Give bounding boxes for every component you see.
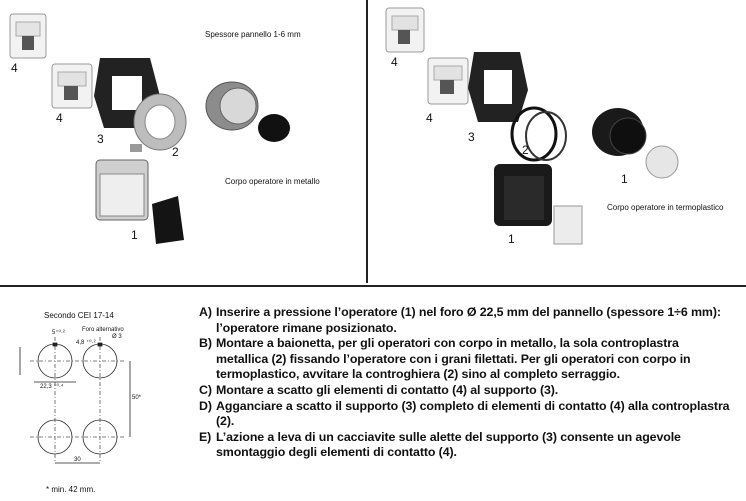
drawing-footnote: * min. 42 mm. (46, 485, 96, 494)
ring-nut (512, 108, 566, 160)
label-contact-element: 4 (426, 111, 433, 125)
instruction-key: B) (199, 336, 212, 351)
metal-assembly-panel (0, 0, 368, 283)
instruction-key: E) (199, 429, 212, 444)
dim-top-width: 5⁺⁰·² (52, 330, 65, 336)
contact-element-top (10, 14, 46, 58)
metal-operator-head (206, 82, 290, 142)
instruction-key: A) (199, 305, 212, 319)
label-support: 3 (97, 132, 104, 146)
contact-element-second (428, 58, 468, 104)
instruction-key: D) (199, 398, 212, 413)
support-frame (468, 52, 528, 122)
dim-hole-label: Foro alternativo (82, 327, 124, 333)
contact-element-top (386, 8, 424, 52)
dim-bottom: 30 (74, 457, 81, 463)
assembly-instructions (199, 305, 731, 461)
instruction-item (199, 305, 731, 336)
label-operator: 1 (508, 232, 515, 246)
panel-cutout-drawing (0, 287, 200, 501)
panel-thickness-caption: Spessore pannello 1-6 mm (205, 30, 301, 39)
instruction-item (199, 399, 731, 430)
label-operator: 1 (131, 228, 138, 242)
label-contact-element: 4 (56, 111, 63, 125)
metal-body-caption: Corpo operatore in metallo (225, 177, 320, 186)
instruction-item (199, 430, 731, 461)
dim-vertical: 50* (132, 395, 142, 401)
thermoplastic-body-caption: Corpo operatore in termoplastico (607, 203, 724, 212)
instruction-text: Montare a scatto gli elementi di contatto (4) al supporto (3). (216, 382, 559, 397)
label-contact-element: 4 (11, 61, 18, 75)
dim-hole-offset: 4,8 ⁺⁰·² (76, 340, 96, 346)
dim-center: 22,3 ⁺⁰·⁴ (40, 384, 64, 390)
label-contact-element: 4 (391, 55, 398, 69)
instruction-text: L’azione a leva di un cacciavite sulle alette del supporto (3) consente un agevole smontaggio degli elementi di contatto (4). (216, 429, 681, 460)
instruction-key: C) (199, 382, 212, 397)
instruction-text: Inserire a pressione l’operatore (1) nel foro Ø 22,5 mm del pannello (spessore 1÷6 mm): l’operatore rimane posizionato. (216, 305, 721, 335)
drawing-standard-title: Secondo CEI 17-14 (44, 311, 114, 320)
metal-assembly-illustration (0, 0, 368, 283)
dim-hole-dia: Ø 3 (112, 334, 122, 340)
label-operator: 1 (621, 172, 628, 186)
contact-element-second (52, 64, 92, 108)
instructions-area (0, 285, 746, 499)
instruction-text: Agganciare a scatto il supporto (3) completo di elementi di contatto (4) alla controplastra (2). (216, 398, 730, 429)
instruction-text: Montare a baionetta, per gli operatori con corpo in metallo, la sola controplastra metallica (2) fissando l’operatore con i grani filettati. Per gli operatori con corpo in termoplastico, avvitare la controghiera (2) sino al completo serraggio. (216, 336, 691, 382)
label-support: 3 (468, 130, 475, 144)
square-operator (96, 160, 184, 244)
instruction-item (199, 383, 731, 399)
thermoplastic-assembly-illustration (370, 0, 746, 283)
label-plate: 2 (172, 145, 179, 159)
label-ring-nut: 2 (522, 143, 529, 157)
round-operator (592, 108, 678, 178)
instruction-item (199, 336, 731, 383)
thermoplastic-assembly-panel (370, 0, 746, 283)
